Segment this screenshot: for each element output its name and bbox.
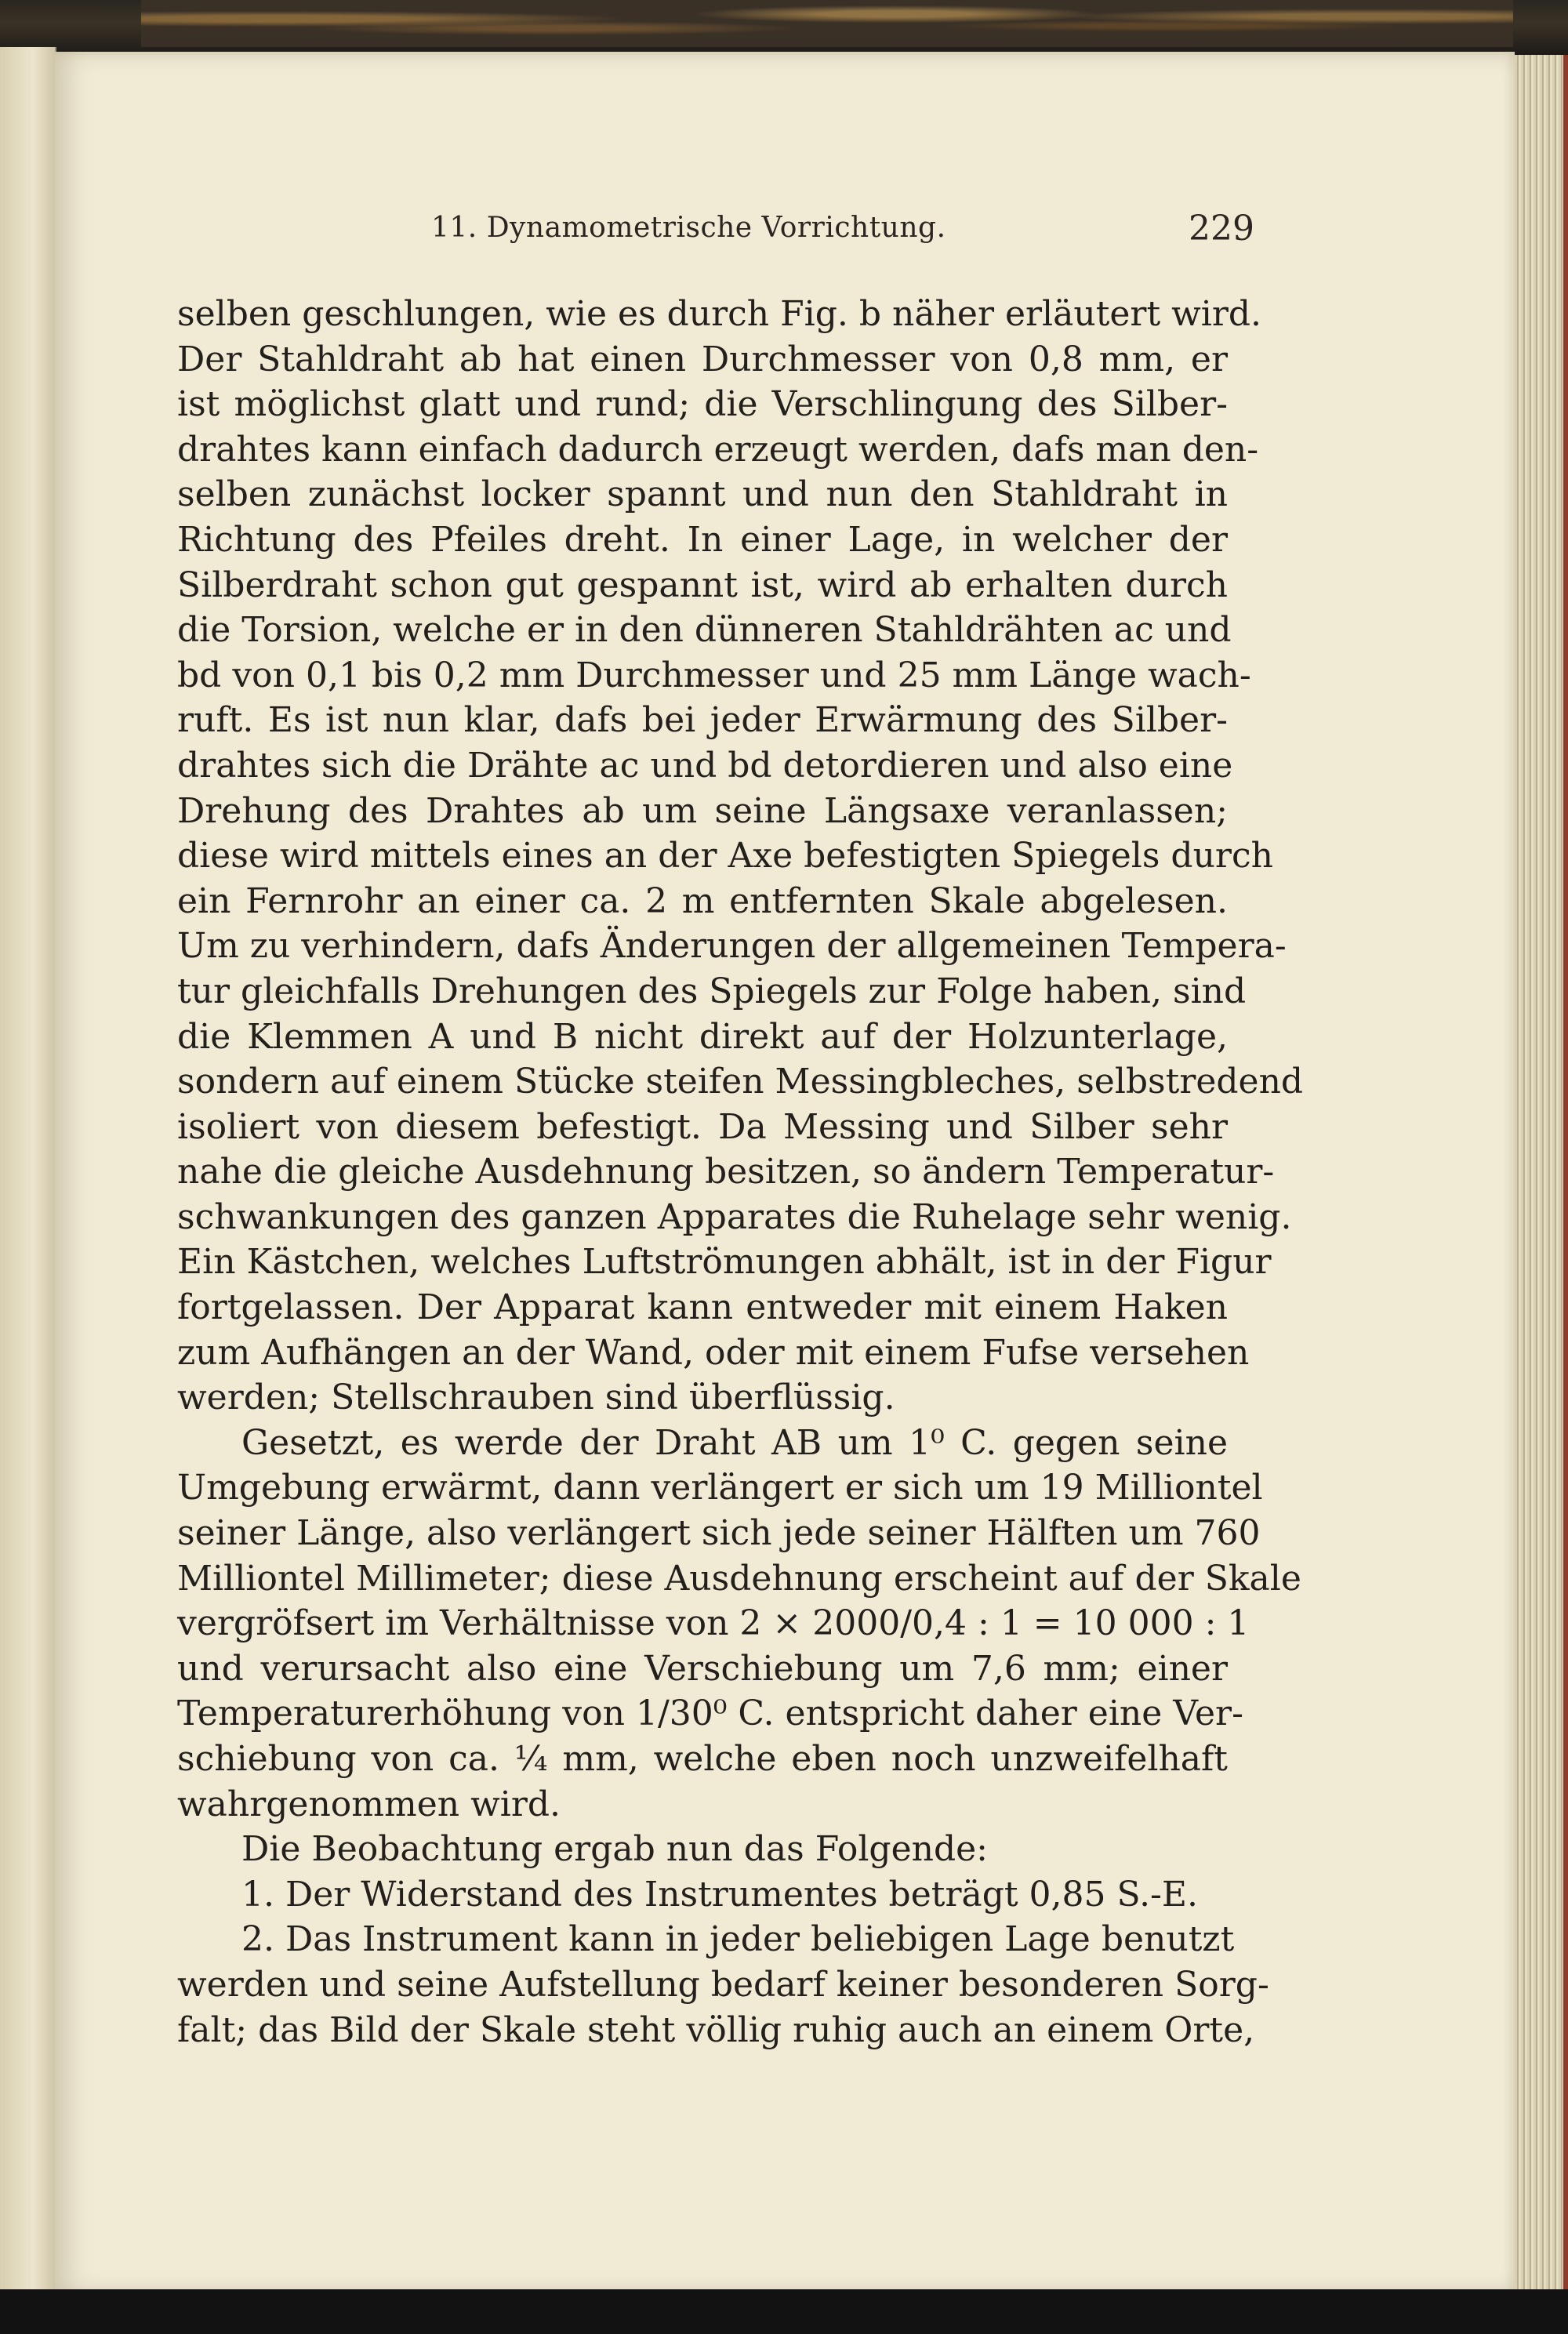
text-line: ein Fernrohr an einer ca. 2 m entfernten Skale abgelesen. bbox=[177, 880, 1228, 921]
text-line: Die Beobachtung ergab nun das Folgende: bbox=[241, 1829, 988, 1870]
text-line: drahtes sich die Drähte ac und bd detordieren und also eine bbox=[177, 745, 1233, 786]
text-line: Drehung des Drahtes ab um seine Längsaxe veranlassen; bbox=[177, 790, 1228, 831]
text-line: Richtung des Pfeiles dreht. In einer Lage, in welcher der bbox=[177, 519, 1228, 560]
text-line: 1. Der Widerstand des Instrumentes beträgt 0,85 S.-E. bbox=[241, 1874, 1199, 1915]
text-line: 2. Das Instrument kann in jeder beliebigen Lage benutzt bbox=[241, 1919, 1235, 1960]
text-line: nahe die gleiche Ausdehnung besitzen, so ändern Temperatur- bbox=[177, 1152, 1275, 1192]
text-line: seiner Länge, also verlängert sich jede seiner Hälften um 760 bbox=[177, 1513, 1261, 1554]
text-line: Temperaturerhöhung von 1/30⁰ C. entspricht daher eine Ver- bbox=[177, 1693, 1243, 1734]
text-line: die Klemmen A und B nicht direkt auf der Holzunterlage, bbox=[177, 1016, 1228, 1057]
text-line: Gesetzt, es werde der Draht AB um 1⁰ C. gegen seine bbox=[241, 1422, 1228, 1463]
text-line: Ein Kästchen, welches Luftströmungen abhält, ist in der Figur bbox=[177, 1242, 1272, 1283]
marbled-cover bbox=[141, 0, 1513, 47]
text-line: sondern auf einem Stücke steifen Messingbleches, selbstredend bbox=[177, 1062, 1304, 1102]
text-line: zum Aufhängen an der Wand, oder mit einem Fufse versehen bbox=[177, 1332, 1250, 1373]
text-line: ist möglichst glatt und rund; die Verschlingung des Silber- bbox=[177, 384, 1228, 425]
text-line: Der Stahldraht ab hat einen Durchmesser von 0,8 mm, er bbox=[177, 339, 1228, 379]
text-line: falt; das Bild der Skale steht völlig ruhig auch an einem Orte, bbox=[177, 2009, 1255, 2050]
text-line: und verursacht also eine Verschiebung um 7,6 mm; einer bbox=[177, 1648, 1228, 1689]
red-page-edge bbox=[1563, 55, 1568, 2297]
text-line: vergröfsert im Verhältnisse von 2 × 2000/0,4 : 1 = 10 000 : 1 bbox=[177, 1603, 1250, 1644]
text-line: schwankungen des ganzen Apparates die Ruhelage sehr wenig. bbox=[177, 1196, 1292, 1237]
text-line: werden; Stellschrauben sind überflüssig. bbox=[177, 1378, 895, 1418]
left-facing-page-edge bbox=[0, 47, 56, 2305]
text-line: drahtes kann einfach dadurch erzeugt werden, dafs man den- bbox=[177, 429, 1259, 470]
page-stack-edge bbox=[1513, 55, 1568, 2297]
text-line: werden und seine Aufstellung bedarf keiner besonderen Sorg- bbox=[177, 1964, 1269, 2005]
text-line: fortgelassen. Der Apparat kann entweder mit einem Haken bbox=[177, 1287, 1228, 1328]
text-line: Um zu verhindern, dafs Änderungen der allgemeinen Tempera- bbox=[177, 926, 1287, 967]
chapter-title: 11. Dynamometrische Vorrichtung. bbox=[431, 212, 946, 244]
text-line: isoliert von diesem befestigt. Da Messing und Silber sehr bbox=[177, 1106, 1228, 1147]
text-line: die Torsion, welche er in den dünneren Stahldrähten ac und bbox=[177, 610, 1232, 651]
text-line: ruft. Es ist nun klar, dafs bei jeder Erwärmung des Silber- bbox=[177, 700, 1228, 741]
text-line: diese wird mittels eines an der Axe befestigten Spiegels durch bbox=[177, 836, 1273, 877]
text-line: selben zunächst locker spannt und nun den Stahldraht in bbox=[177, 474, 1228, 515]
page-number: 229 bbox=[1189, 209, 1254, 249]
running-header bbox=[431, 209, 1254, 274]
text-line: wahrgenommen wird. bbox=[177, 1784, 561, 1824]
bottom-edge bbox=[0, 2289, 1568, 2334]
body-text bbox=[177, 292, 1304, 2053]
top-binding bbox=[0, 0, 1568, 56]
text-line: Umgebung erwärmt, dann verlängert er sich um 19 Milliontel bbox=[177, 1468, 1263, 1508]
text-line: selben geschlungen, wie es durch Fig. b näher erläutert wird. bbox=[177, 294, 1262, 334]
text-line: schiebung von ca. ¼ mm, welche eben noch unzweifelhaft bbox=[177, 1739, 1228, 1779]
text-line: bd von 0,1 bis 0,2 mm Durchmesser und 25 mm Länge wach- bbox=[177, 655, 1251, 695]
text-line: Milliontel Millimeter; diese Ausdehnung erscheint auf der Skale bbox=[177, 1558, 1301, 1599]
text-line: tur gleichfalls Drehungen des Spiegels zur Folge haben, sind bbox=[177, 971, 1247, 1011]
text-line: Silberdraht schon gut gespannt ist, wird ab erhalten durch bbox=[177, 564, 1228, 605]
